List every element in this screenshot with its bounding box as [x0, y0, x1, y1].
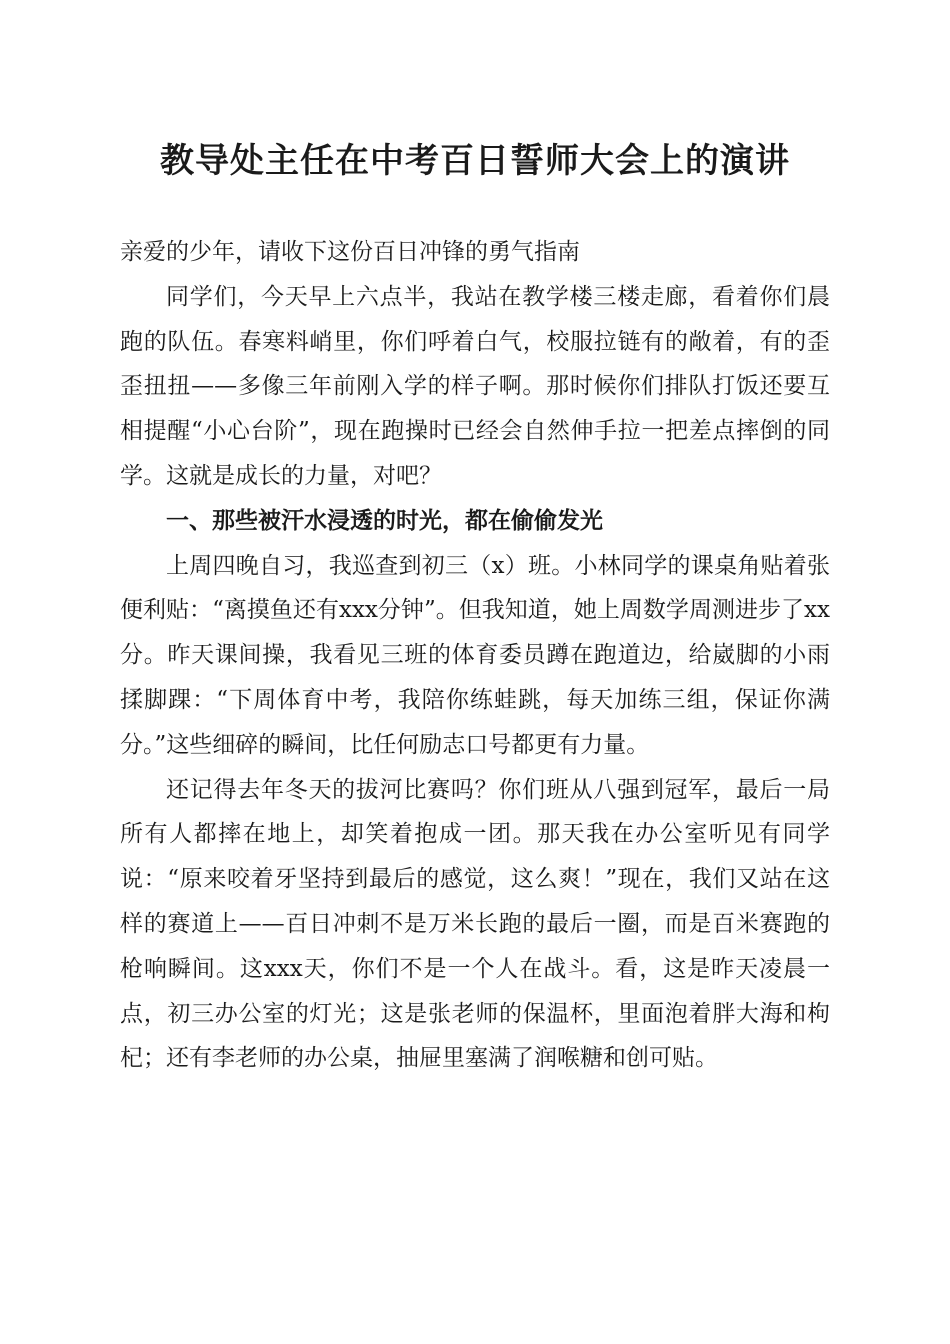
- body-paragraph: 上周四晚自习，我巡查到初三（x）班。小林同学的课桌角贴着张便利贴：“离摸鱼还有xxx分钟”。但我知道，她上周数学周测进步了xx分。昨天课间操，我看见三班的体育委员蹲在跑道边，给崴脚的小雨揉脚踝：“下周体育中考，我陪你练蛙跳，每天加练三组，保证你满分。”这些细碎的瞬间，比任何励志口号都更有力量。: [120, 552, 830, 758]
- intro-paragraph: 同学们，今天早上六点半，我站在教学楼三楼走廊，看着你们晨跑的队伍。春寒料峭里，你们呼着白气，校服拉链有的敞着，有的歪歪扭扭——多像三年前刚入学的样子啊。那时候你们排队打饭还要互相提醒“小心台阶”，现在跑操时已经会自然伸手拉一把差点摔倒的同学。这就是成长的力量，对吧？: [120, 283, 830, 489]
- body-paragraph: 还记得去年冬天的拔河比赛吗？你们班从八强到冠军，最后一局所有人都摔在地上，却笑着抱成一团。那天我在办公室听见有同学说：“原来咬着牙坚持到最后的感觉，这么爽！”现在，我们又站在这样的赛道上——百日冲刺不是万米长跑的最后一圈，而是百米赛跑的枪响瞬间。这xxx天，你们不是一个人在战斗。看，这是昨天凌晨一点，初三办公室的灯光；这是张老师的保温杯，里面泡着胖大海和枸杞；还有李老师的办公桌，抽屉里塞满了润喉糖和创可贴。: [120, 776, 830, 1072]
- section-heading: 一、那些被汗水浸透的时光，都在偷偷发光: [166, 507, 603, 534]
- document-body: [120, 230, 830, 1081]
- subtitle: 亲爱的少年，请收下这份百日冲锋的勇气指南: [120, 239, 580, 265]
- page-title: 教导处主任在中考百日誓师大会上的演讲: [160, 141, 790, 181]
